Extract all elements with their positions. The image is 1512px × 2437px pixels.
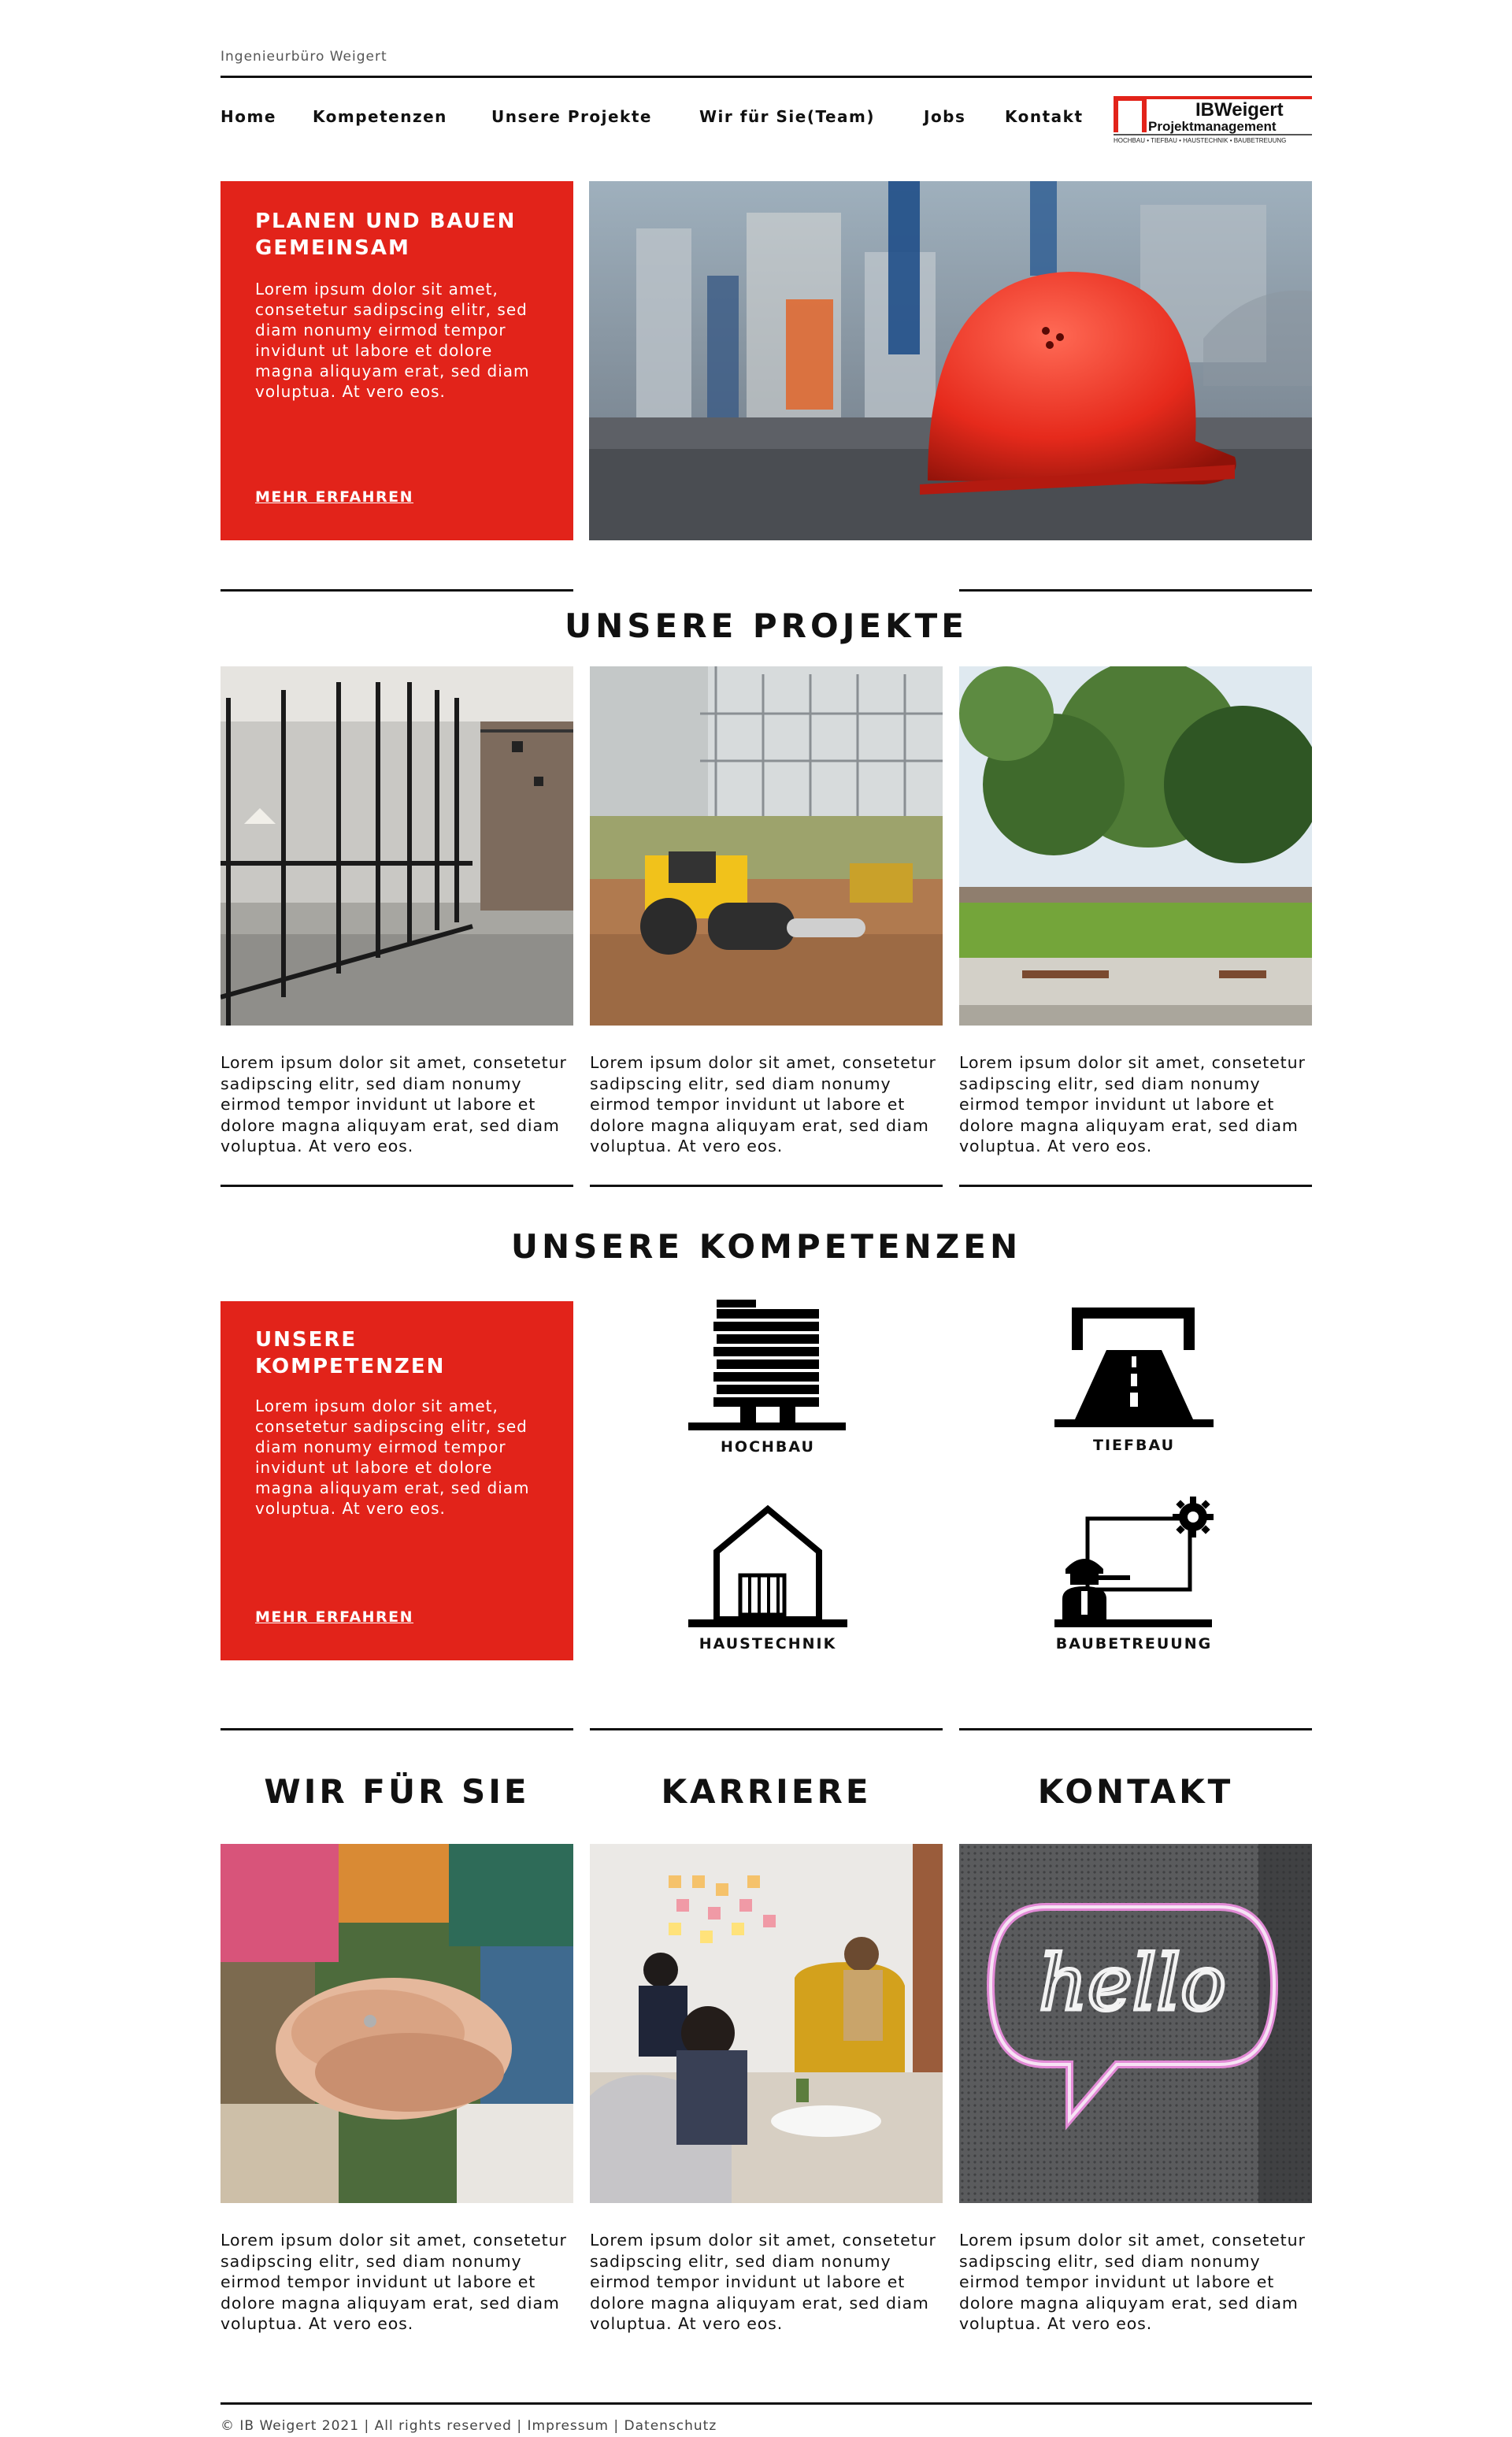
competences-panel <box>220 1301 573 1660</box>
svg-text:hello: hello <box>1039 1939 1226 2027</box>
section-divider <box>590 1185 943 1187</box>
competences-more-link[interactable]: MEHR ERFAHREN <box>255 1608 414 1626</box>
team-hands-image[interactable] <box>220 1844 573 2203</box>
hero-text: Lorem ipsum dolor sit amet, consetetur sadipscing elitr, sed diam nonumy eirmod tempor invidunt ut labore et dolore magna aliquyam erat, sed diam voluptua. At vero eos. <box>255 280 530 401</box>
competence-hochbau[interactable] <box>665 1298 870 1456</box>
section-divider <box>959 1185 1312 1187</box>
nav-unsere-projekte[interactable]: Unsere Projekte <box>491 107 652 126</box>
team-description: Lorem ipsum dolor sit amet, consetetur sadipscing elitr, sed diam nonumy eirmod tempor invidunt ut labore et dolore magna aliquyam erat, sed diam voluptua. At vero eos. <box>220 2231 567 2333</box>
team-heading: WIR FÜR SIE <box>264 1772 530 1811</box>
section-divider <box>959 1728 1312 1730</box>
hero-helmet-image <box>589 181 1312 540</box>
main-nav <box>220 107 1095 131</box>
nav-jobs[interactable]: Jobs <box>924 107 966 126</box>
engineer-gear-icon <box>1051 1493 1217 1629</box>
company-logo[interactable] <box>1114 93 1312 145</box>
section-divider <box>220 1728 573 1730</box>
hero-title: PLANEN UND BAUEN GEMEINSAM <box>255 210 517 260</box>
project-office-image[interactable] <box>220 666 573 1026</box>
competences-panel-text: Lorem ipsum dolor sit amet, consetetur sadipscing elitr, sed diam nonumy eirmod tempor invidunt ut labore et dolore magna aliquyam erat, sed diam voluptua. At vero eos. <box>255 1397 530 1518</box>
competence-tiefbau[interactable] <box>1032 1304 1236 1454</box>
site-label: Ingenieurbüro Weigert <box>220 49 387 65</box>
project-description: Lorem ipsum dolor sit amet, consetetur sadipscing elitr, sed diam nonumy eirmod tempor invidunt ut labore et dolore magna aliquyam erat, sed diam voluptua. At vero eos. <box>220 1053 567 1155</box>
section-divider <box>220 1185 573 1187</box>
career-heading: KARRIERE <box>661 1772 872 1811</box>
contact-heading: KONTAKT <box>1037 1772 1234 1811</box>
header-divider <box>220 76 1312 78</box>
competence-label: HAUSTECHNIK <box>699 1635 837 1652</box>
house-radiator-icon <box>685 1503 850 1629</box>
svg-text:Projektmanagement: Projektmanagement <box>1148 119 1277 134</box>
competence-baubetreuung[interactable] <box>1032 1493 1236 1652</box>
svg-text:IBWeigert: IBWeigert <box>1195 99 1284 121</box>
contact-description: Lorem ipsum dolor sit amet, consetetur sadipscing elitr, sed diam nonumy eirmod tempor invidunt ut labore et dolore magna aliquyam erat, sed diam voluptua. At vero eos. <box>959 2231 1306 2333</box>
competence-label: HOCHBAU <box>721 1438 815 1456</box>
nav-team[interactable]: Wir für Sie(Team) <box>699 107 875 126</box>
projects-heading: UNSERE PROJEKTE <box>565 606 968 645</box>
project-construction-image[interactable] <box>590 666 943 1026</box>
footer-divider <box>220 2402 1312 2405</box>
career-meeting-image[interactable] <box>590 1844 943 2203</box>
competence-haustechnik[interactable] <box>665 1503 870 1652</box>
nav-kontakt[interactable]: Kontakt <box>1005 107 1084 126</box>
competences-panel-title: UNSERE KOMPETENZEN <box>255 1328 446 1378</box>
svg-text:HOCHBAU • TIEFBAU • HAUSTECHNI: HOCHBAU • TIEFBAU • HAUSTECHNIK • BAUBETREUUNG <box>1114 137 1287 144</box>
project-description: Lorem ipsum dolor sit amet, consetetur sadipscing elitr, sed diam nonumy eirmod tempor invidunt ut labore et dolore magna aliquyam erat, sed diam voluptua. At vero eos. <box>959 1053 1306 1155</box>
project-description: Lorem ipsum dolor sit amet, consetetur sadipscing elitr, sed diam nonumy eirmod tempor invidunt ut labore et dolore magna aliquyam erat, sed diam voluptua. At vero eos. <box>590 1053 936 1155</box>
section-divider <box>590 1728 943 1730</box>
building-icon <box>685 1298 850 1432</box>
hero-panel <box>220 181 573 540</box>
competence-label: TIEFBAU <box>1092 1437 1176 1454</box>
road-tunnel-icon <box>1051 1304 1217 1430</box>
competences-heading: UNSERE KOMPETENZEN <box>510 1227 1022 1266</box>
nav-home[interactable]: Home <box>220 107 276 126</box>
contact-neon-hello-image[interactable] <box>959 1844 1312 2203</box>
section-divider <box>959 589 1312 592</box>
competence-label: BAUBETREUUNG <box>1055 1635 1213 1652</box>
career-description: Lorem ipsum dolor sit amet, consetetur sadipscing elitr, sed diam nonumy eirmod tempor invidunt ut labore et dolore magna aliquyam erat, sed diam voluptua. At vero eos. <box>590 2231 936 2333</box>
hero-more-link[interactable]: MEHR ERFAHREN <box>255 488 414 506</box>
footer-text: © IB Weigert 2021 | All rights reserved | Impressum | Datenschutz <box>220 2418 717 2434</box>
project-park-image[interactable] <box>959 666 1312 1026</box>
section-divider <box>220 589 573 592</box>
nav-kompetenzen[interactable]: Kompetenzen <box>313 107 447 126</box>
